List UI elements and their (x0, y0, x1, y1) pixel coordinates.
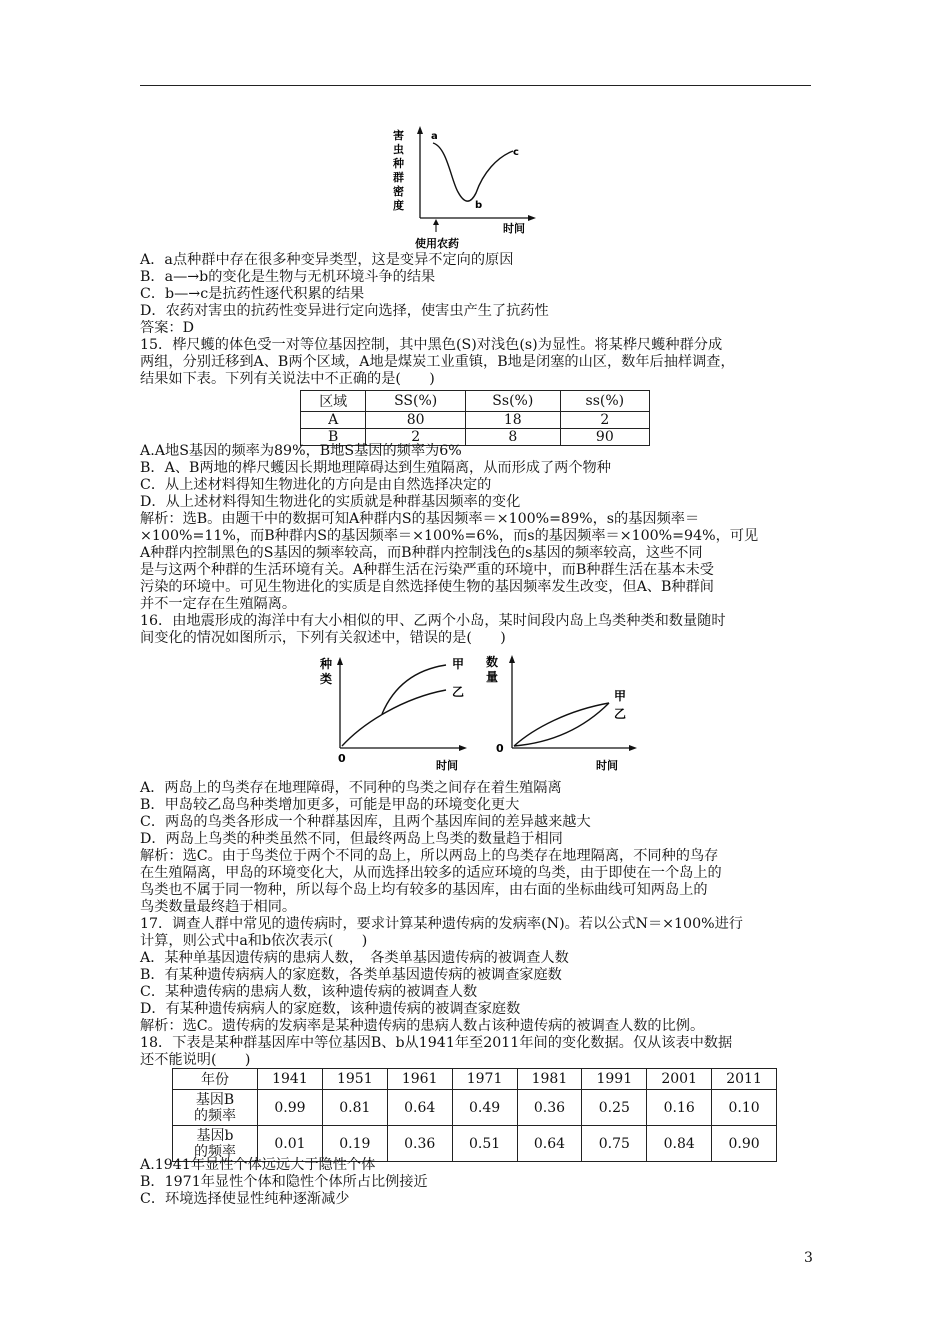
quantity-xlabel: 时间 (596, 759, 618, 772)
q18-row-label-b-line1: 基因b (196, 1127, 234, 1144)
species-origin: 0 (338, 752, 346, 765)
q18-header-cell: 1981 (517, 1069, 582, 1090)
quantity-curve-jia (514, 703, 609, 746)
q15-option-c: C．从上述材料得知生物进化的方向是由自然选择决定的 (140, 477, 492, 493)
q18-cell: 0.81 (322, 1090, 387, 1126)
q15-cell: 18 (465, 412, 560, 429)
q17-option-b: B．有某种遗传病病人的家庭数，各类单基因遗传病的被调查家庭数 (140, 967, 562, 983)
q18-header-cell: 1951 (322, 1069, 387, 1090)
pest-ylabel-4: 密 (393, 185, 404, 198)
species-curve-yi (342, 690, 446, 746)
q15-analysis-1: 解析：选B。由题干中的数据可知A种群内S的基因频率＝×100%=89%，s的基因频率＝ (140, 511, 700, 527)
q18-header-cell: 1941 (258, 1069, 323, 1090)
q18-cell: 0.49 (452, 1090, 517, 1126)
quantity-series-yi: 乙 (614, 707, 627, 721)
page-number: 3 (804, 1250, 813, 1266)
pesticide-marker: 使用农药 (415, 237, 459, 250)
pest-ylabel-5: 度 (393, 199, 404, 212)
quantity-ylabel-1: 量 (486, 670, 499, 684)
q18-header-year: 年份 (173, 1069, 258, 1090)
q15-header-SS: SS(%) (366, 391, 466, 412)
q15-option-a: A.A地S基因的频率为89%，B地S基因的频率为6% (140, 443, 462, 459)
pest-point-b: b (475, 200, 483, 211)
q18-header-cell: 1961 (387, 1069, 452, 1090)
pest-xlabel: 时间 (503, 222, 525, 235)
q15-cell: B (301, 429, 366, 446)
q14-option-b: B．a—→b的变化是生物与无机环境斗争的结果 (140, 269, 436, 285)
species-chart (318, 648, 478, 774)
species-x-arrow (459, 745, 467, 751)
q15-genotype-table (300, 390, 650, 446)
quantity-chart (484, 648, 644, 774)
quantity-y-arrow (509, 655, 515, 663)
q16-stem-2: 间变化的情况如图所示，下列有关叙述中，错误的是( ) (140, 630, 506, 646)
q18-cell: 0.36 (387, 1126, 452, 1162)
q15-stem-2: 两组，分别迁移到A、B两个区域，A地是煤炭工业重镇，B地是闭塞的山区，数年后抽样调查， (140, 354, 735, 370)
q15-stem-3: 结果如下表。下列有关说法中不正确的是( ) (140, 371, 435, 387)
q18-row-label-B-line1: 基因B (195, 1091, 235, 1108)
quantity-series-jia: 甲 (614, 689, 627, 703)
species-ylabel-1: 类 (320, 672, 333, 686)
pest-point-c: c (513, 147, 519, 158)
q18-cell: 0.75 (582, 1126, 647, 1162)
q18-row-label-B-line2: 的频率 (194, 1107, 236, 1124)
quantity-x-arrow (629, 745, 637, 751)
q14-option-a: A．a点种群中存在很多种变异类型，这是变异不定向的原因 (140, 252, 514, 268)
q18-cell: 0.90 (712, 1126, 777, 1162)
q16-analysis-4: 鸟类数量最终趋于相同。 (140, 899, 297, 915)
q15-cell: 80 (366, 412, 466, 429)
q15-header-ss: ss(%) (560, 391, 649, 412)
q18-cell: 0.19 (322, 1126, 387, 1162)
q14-option-d: D．农药对害虫的抗药性变异进行定向选择，使害虫产生了抗药性 (140, 303, 549, 319)
q16-stem-1: 16．由地震形成的海洋中有大小相似的甲、乙两个小岛，某时间段内岛上鸟类种类和数量随时 (140, 613, 726, 629)
q15-header-region: 区域 (301, 391, 366, 412)
q15-cell: 8 (465, 429, 560, 446)
q17-stem-1: 17．调查人群中常见的遗传病时，要求计算某种遗传病的发病率(N)。若以公式N＝×100%进行 (140, 916, 743, 932)
q18-cell: 0.36 (517, 1090, 582, 1126)
species-series-yi: 乙 (452, 685, 465, 699)
quantity-ylabel-0: 数 (486, 655, 499, 669)
pest-point-a: a (431, 131, 438, 142)
q16-option-b: B．甲岛较乙岛鸟种类增加更多，可能是甲岛的环境变化更大 (140, 797, 520, 813)
q18-row-label-b-line2: 的频率 (194, 1143, 236, 1160)
pest-ylabel-2: 种 (393, 157, 404, 170)
q18-header-cell: 1991 (582, 1069, 647, 1090)
q18-header-cell: 2011 (712, 1069, 777, 1090)
q17-option-d: D．有某种遗传病病人的家庭数，该种遗传病的被调查家庭数 (140, 1001, 521, 1017)
q18-cell: 0.10 (712, 1090, 777, 1126)
q15-option-b: B．A、B两地的桦尺蠖因长期地理障碍达到生殖隔离，从而形成了两个物种 (140, 460, 611, 476)
q17-option-a: A．某种单基因遗传病的患病人数， 各类单基因遗传病的被调查人数 (140, 950, 569, 966)
q18-cell: 0.84 (647, 1126, 712, 1162)
q16-option-d: D．两岛上鸟类的种类虽然不同，但最终两岛上鸟类的数量趋于相同 (140, 831, 563, 847)
q15-analysis-3: A种群内控制黑色的S基因的频率较高，而B种群内控制浅色的s基因的频率较高，这些不同 (140, 545, 703, 561)
q15-cell: 2 (366, 429, 466, 446)
species-series-jia: 甲 (452, 657, 465, 671)
q18-header-cell: 2001 (647, 1069, 712, 1090)
q17-analysis: 解析：选C。遗传病的发病率是某种遗传病的患病人数占该种遗传病的被调查人数的比例。 (140, 1018, 705, 1034)
q15-analysis-6: 并不一定存在生殖隔离。 (140, 596, 297, 612)
q15-option-d: D．从上述材料得知生物进化的实质就是种群基因频率的变化 (140, 494, 521, 510)
q16-option-c: C．两岛的鸟类各形成一个种群基因库，且两个基因库间的差异越来越大 (140, 814, 591, 830)
pesticide-arrow-head (433, 219, 439, 225)
q15-cell: 2 (560, 412, 649, 429)
pest-ylabel-3: 群 (393, 171, 404, 184)
q15-analysis-4: 是与这两个种群的生活环境有关。A种群生活在污染严重的环境中，而B种群生活在基本未受 (140, 562, 714, 578)
quantity-curve-yi (514, 703, 609, 746)
q17-stem-2: 计算，则公式中a和b依次表示( ) (140, 933, 368, 949)
quantity-origin: 0 (496, 742, 504, 755)
q17-option-c: C．某种遗传病的患病人数，该种遗传病的被调查人数 (140, 984, 478, 1000)
pest-ylabel-0: 害 (393, 129, 404, 142)
q18-header-cell: 1971 (452, 1069, 517, 1090)
pest-density-curve (433, 143, 513, 201)
q18-cell: 0.01 (258, 1126, 323, 1162)
q18-cell: 0.64 (517, 1126, 582, 1162)
q16-option-a: A．两岛上的鸟类存在地理障碍，不同种的鸟类之间存在着生殖隔离 (140, 780, 562, 796)
species-xlabel: 时间 (436, 759, 458, 772)
pest-chart-y-arrow (417, 126, 423, 134)
q18-gene-frequency-table (172, 1068, 777, 1162)
q18-option-a: A.1941年显性个体远远大于隐性个体 (140, 1157, 376, 1173)
q18-cell: 0.16 (647, 1090, 712, 1126)
q16-analysis-3: 鸟类也不属于同一物种，所以每个岛上均有较多的基因库，由右面的坐标曲线可知两岛上的 (140, 882, 708, 898)
q16-analysis-1: 解析：选C。由于鸟类位于两个不同的岛上，所以两岛上的鸟类存在地理隔离，不同种的鸟存 (140, 848, 719, 864)
q18-option-b: B．1971年显性个体和隐性个体所占比例接近 (140, 1174, 428, 1190)
species-curve-jia (382, 665, 446, 714)
pest-ylabel-1: 虫 (393, 143, 404, 156)
q15-cell: A (301, 412, 366, 429)
q18-cell: 0.51 (452, 1126, 517, 1162)
q18-option-c: C．环境选择使显性纯种逐渐减少 (140, 1191, 350, 1207)
q14-answer: 答案：D (140, 320, 194, 336)
q15-header-Ss: Ss(%) (465, 391, 560, 412)
header-rule (140, 85, 811, 86)
q18-cell: 0.99 (258, 1090, 323, 1126)
species-y-arrow (337, 657, 343, 665)
q18-stem-2: 还不能说明( ) (140, 1052, 251, 1068)
q18-row-label-B (173, 1090, 258, 1126)
q18-cell: 0.64 (387, 1090, 452, 1126)
pest-density-chart (385, 125, 545, 253)
q18-cell: 0.25 (582, 1090, 647, 1126)
q15-stem-1: 15．桦尺蠖的体色受一对等位基因控制，其中黑色(S)对浅色(s)为显性。将某桦尺蠖种群分成 (140, 337, 723, 353)
q15-analysis-2: ×100%=11%，而B种群内S的基因频率＝×100%=6%，而s的基因频率＝×100%=94%，可见 (140, 528, 759, 544)
q15-cell: 90 (560, 429, 649, 446)
q15-analysis-5: 污染的环境中。可见生物进化的实质是自然选择使生物的基因频率发生改变，但A、B种群间 (140, 579, 714, 595)
q14-option-c: C．b—→c是抗药性逐代积累的结果 (140, 286, 365, 302)
pest-chart-x-arrow (528, 215, 536, 221)
q18-stem-1: 18．下表是某种群基因库中等位基因B、b从1941年至2011年间的变化数据。仅从该表中数据 (140, 1035, 733, 1051)
species-ylabel-0: 种 (320, 657, 333, 671)
q16-analysis-2: 在生殖隔离，甲岛的环境变化大，从而选择出较多的适应环境的鸟类，由于即使在一个岛上的 (140, 865, 722, 881)
